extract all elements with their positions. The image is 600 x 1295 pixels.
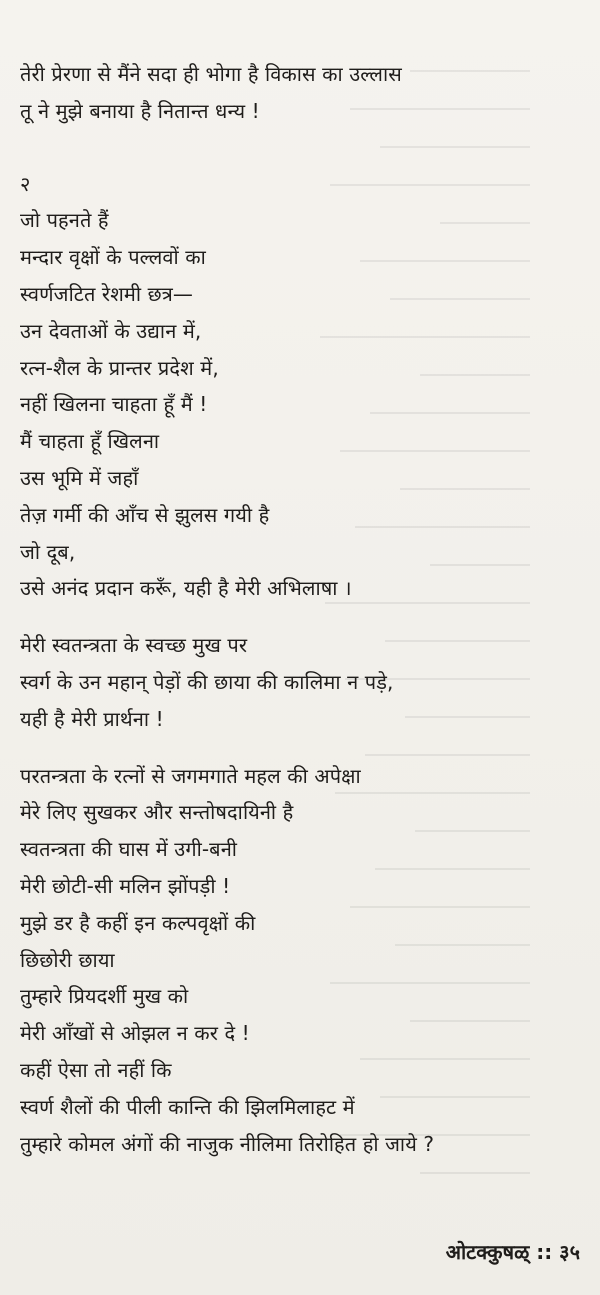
poem-line: जो पहनते हैं (20, 208, 109, 233)
poem-body (20, 56, 580, 1162)
page-folio: ओटक्कुषळ् :: ३५ (445, 1240, 580, 1264)
poem-line: मैं चाहता हूँ खिलना (20, 429, 160, 454)
poem-line: मन्दार वृक्षों के पल्लवों का (20, 245, 206, 270)
poem-line: तेरी प्रेरणा से मैंने सदा ही भोगा है विकास का उल्लास (20, 62, 402, 86)
poem-line: स्वर्णजटित रेशमी छत्र— (20, 281, 193, 306)
poem-line: उस भूमि में जहाँ (20, 465, 139, 490)
poem-line: तेज़ गर्मी की आँच से झुलस गयी है (20, 502, 270, 527)
poem-line: उन देवताओं के उद्यान में, (20, 318, 202, 343)
poem-line: मुझे डर है कहीं इन कल्पवृक्षों की (20, 910, 256, 935)
poem-line: रत्न-शैल के प्रान्तर प्रदेश में, (20, 355, 219, 380)
poem-line: मेरी आँखों से ओझल न कर दे ! (20, 1021, 250, 1046)
poem-line: स्वर्ग के उन महान् पेड़ों की छाया की कालिमा न पड़े, (20, 669, 394, 694)
poem-line: परतन्त्रता के रत्नों से जगमगाते महल की अपेक्षा (20, 763, 361, 788)
poem-line: स्वतन्त्रता की घास में उगी-बनी (20, 837, 238, 862)
poem-line: तू ने मुझे बनाया है नितान्त धन्य ! (20, 98, 260, 123)
poem-line: कहीं ऐसा तो नहीं कि (20, 1057, 172, 1082)
poem-line: उसे अनंद प्रदान करूँ, यही है मेरी अभिलाषा । (20, 576, 352, 601)
poem-line: मेरे लिए सुखकर और सन्तोषदायिनी है (20, 800, 294, 825)
poem-line: नहीं खिलना चाहता हूँ मैं ! (20, 392, 208, 417)
poem-line: यही है मेरी प्रार्थना ! (20, 706, 164, 731)
poem-line: मेरी स्वतन्त्रता के स्वच्छ मुख पर (20, 633, 248, 658)
poem-line: छिछोरी छाया (20, 947, 115, 972)
poem-line: जो दूब, (20, 539, 76, 564)
section-number: २ (20, 171, 31, 196)
poem-line: तुम्हारे कोमल अंगों की नाजुक नीलिमा तिरोहित हो जाये ? (20, 1131, 435, 1156)
poem-line: तुम्हारे प्रियदर्शी मुख को (20, 984, 189, 1009)
poem-line: स्वर्ण शैलों की पीली कान्ति की झिलमिलाहट में (20, 1094, 355, 1119)
poem-line: मेरी छोटी-सी मलिन झोंपड़ी ! (20, 873, 231, 898)
